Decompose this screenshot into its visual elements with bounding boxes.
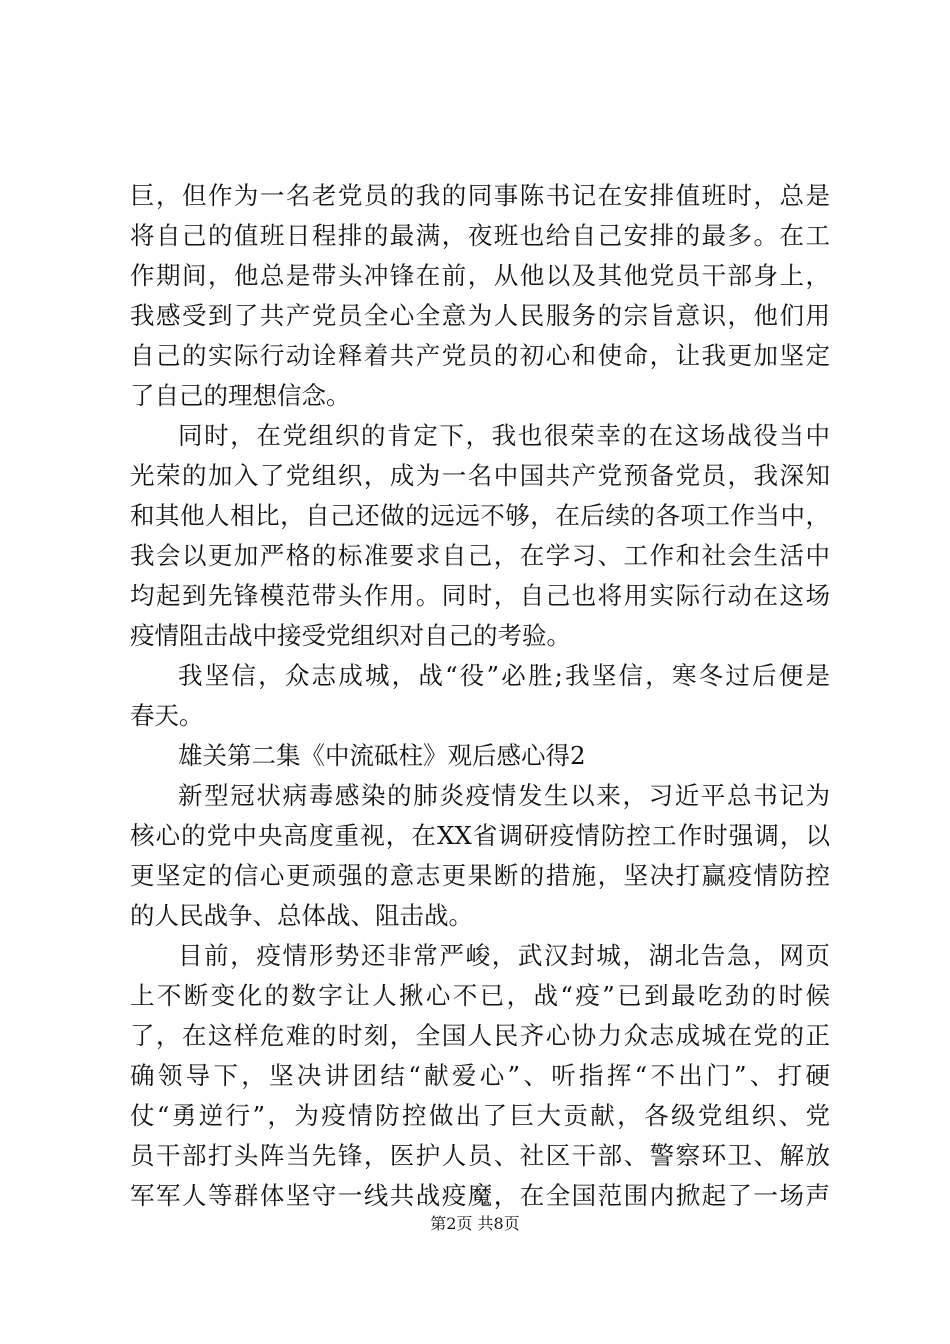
text-line: 更坚定的信心更顽强的意志更果断的措施，坚决打赢疫情防控	[130, 861, 830, 890]
paragraph-first-line: 新型冠状病毒感染的肺炎疫情发生以来，习近平总书记为	[178, 781, 830, 810]
text-line: 光荣的加入了党组织，成为一名中国共产党预备党员，我深知	[130, 461, 830, 490]
text-line: 我感受到了共产党员全心全意为人民服务的宗旨意识，他们用	[130, 301, 830, 330]
text-line: 核心的党中央高度重视，在XX省调研疫情防控工作时强调，以	[130, 821, 830, 850]
text-line: 将自己的值班日程排的最满，夜班也给自己安排的最多。在工	[130, 221, 830, 250]
page-number-footer: 第2页 共8页	[430, 1214, 520, 1233]
text-line: 疫情阻击战中接受党组织对自己的考验。	[130, 621, 571, 650]
text-line: 自己的实际行动诠释着共产党员的初心和使命，让我更加坚定	[130, 341, 830, 370]
text-line: 和其他人相比，自己还做的远远不够，在后续的各项工作当中，	[130, 501, 830, 530]
text-line: 作期间，他总是带头冲锋在前，从他以及其他党员干部身上，	[130, 261, 830, 290]
text-line: 的人民战争、总体战、阻击战。	[130, 901, 473, 930]
text-line: 上不断变化的数字让人揪心不已，战“疫”已到最吃劲的时候	[130, 981, 830, 1010]
text-line: 军军人等群体坚守一线共战疫魔，在全国范围内掀起了一场声	[130, 1181, 830, 1210]
section-heading: 雄关第二集《中流砥柱》观后感心得2	[178, 741, 586, 770]
text-line: 员干部打头阵当先锋，医护人员、社区干部、警察环卫、解放	[130, 1141, 830, 1170]
document-body-continued	[130, 0, 830, 1344]
text-line: 仗“勇逆行”，为疫情防控做出了巨大贡献，各级党组织、党	[130, 1101, 830, 1130]
paragraph-first-line: 目前，疫情形势还非常严峻，武汉封城，湖北告急，网页	[178, 941, 830, 970]
text-line: 均起到先锋模范带头作用。同时，自己也将用实际行动在这场	[130, 581, 830, 610]
paragraph-first-line: 我坚信，众志成城，战“役”必胜;我坚信，寒冬过后便是	[178, 661, 830, 690]
text-line: 了，在这样危难的时刻，全国人民齐心协力众志成城在党的正	[130, 1021, 830, 1050]
text-line: 了自己的理想信念。	[130, 381, 351, 410]
text-line: 春天。	[130, 701, 204, 730]
text-line: 确领导下，坚决讲团结“献爱心”、听指挥“不出门”、打硬	[130, 1061, 830, 1090]
text-line: 我会以更加严格的标准要求自己，在学习、工作和社会生活中	[130, 541, 830, 570]
paragraph-first-line: 同时，在党组织的肯定下，我也很荣幸的在这场战役当中	[178, 421, 830, 450]
text-line: 巨，但作为一名老党员的我的同事陈书记在安排值班时，总是	[130, 181, 830, 210]
